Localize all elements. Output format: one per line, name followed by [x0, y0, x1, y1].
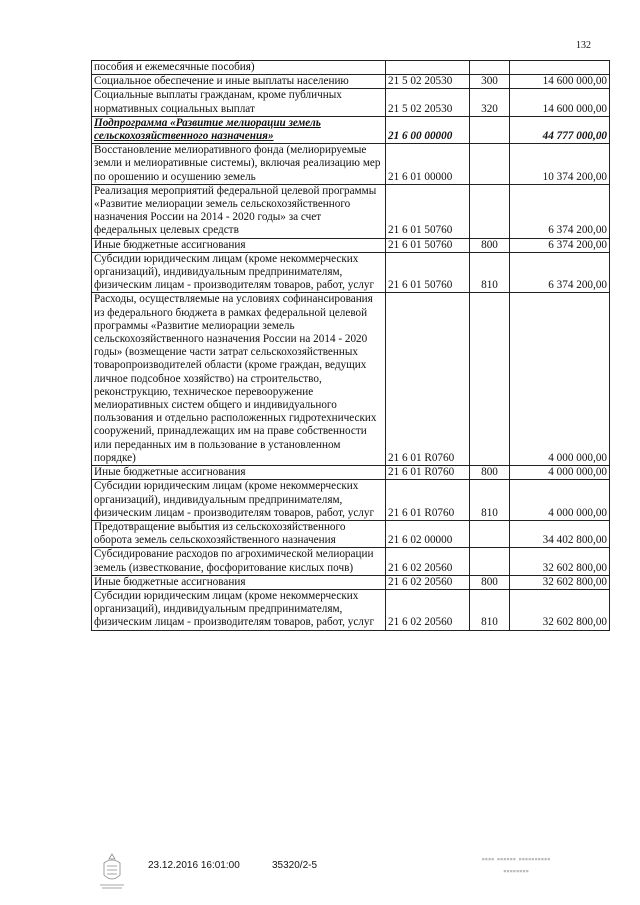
row-code: 21 6 02 00000: [386, 520, 470, 547]
row-amount: 6 374 200,00: [510, 238, 610, 252]
row-expense-type: [470, 293, 510, 466]
row-name: Реализация мероприятий федеральной целевой программы «Развитие мелиорации земель сельскохозяйственного назначения России на 2014 - 2020 годы» за счет федеральных целевых средств: [92, 184, 386, 238]
row-amount: 10 374 200,00: [510, 144, 610, 185]
table-row: [92, 238, 610, 252]
row-expense-type: 810: [470, 252, 510, 293]
row-expense-type: 810: [470, 480, 510, 521]
row-name: Расходы, осуществляемые на условиях софинансирования из федерального бюджета в рамках федеральной целевой программы «Развитие мелиорации земель сельскохозяйственного назначения России на 2014 - 2020 годы» (возмещение части затрат сельскохозяйственных товаропроизводителей области (кроме граждан, ведущих личное подсобное хозяйство) на строительство, реконструкцию, техническое перевооружение мелиоративных систем общего и индивидуального пользования и отдельно расположенных гидротехнических сооружений, принадлежащих им на праве собственности или переданных им в пользование в установленном порядке): [92, 293, 386, 466]
row-amount: 44 777 000,00: [510, 116, 610, 143]
row-expense-type: 300: [470, 75, 510, 89]
row-expense-type: [470, 61, 510, 75]
row-code: 21 6 01 R0760: [386, 293, 470, 466]
row-amount: 4 000 000,00: [510, 466, 610, 480]
table-row: [92, 520, 610, 547]
row-name: Восстановление мелиоративного фонда (мелиорируемые земли и мелиоративные системы), включая реализацию мер по орошению и осушению земель: [92, 144, 386, 185]
footer-watermark: ▪▪▪▪ ▪▪▪▪▪▪ ▪▪▪▪▪▪▪▪▪▪ ▪▪▪▪▪▪▪▪: [481, 854, 551, 876]
row-name: Субсидии юридическим лицам (кроме некоммерческих организаций), индивидуальным предпринимателям, физическим лицам - производителям товаров, работ, услуг: [92, 589, 386, 630]
row-expense-type: [470, 144, 510, 185]
row-expense-type: 800: [470, 575, 510, 589]
row-name: пособия и ежемесячные пособия): [92, 61, 386, 75]
row-amount: 14 600 000,00: [510, 75, 610, 89]
row-expense-type: [470, 116, 510, 143]
row-amount: 4 000 000,00: [510, 480, 610, 521]
row-expense-type: 320: [470, 89, 510, 116]
row-amount: 6 374 200,00: [510, 184, 610, 238]
row-code: 21 6 02 20560: [386, 575, 470, 589]
row-expense-type: 800: [470, 466, 510, 480]
row-expense-type: [470, 520, 510, 547]
row-amount: 32 602 800,00: [510, 589, 610, 630]
row-name: Иные бюджетные ассигнования: [92, 575, 386, 589]
row-amount: 32 602 800,00: [510, 575, 610, 589]
row-amount: 34 402 800,00: [510, 520, 610, 547]
row-name: Субсидирование расходов по агрохимической мелиорации земель (известкование, фосфоритование кислых почв): [92, 548, 386, 575]
row-expense-type: 810: [470, 589, 510, 630]
table-row: [92, 144, 610, 185]
row-expense-type: [470, 548, 510, 575]
row-code: 21 6 01 R0760: [386, 466, 470, 480]
footer-date: 23.12.2016 16:01:00: [148, 860, 240, 871]
row-amount: [510, 61, 610, 75]
table-row: [92, 184, 610, 238]
table-row: [92, 466, 610, 480]
row-expense-type: [470, 184, 510, 238]
page-number: 132: [576, 40, 591, 51]
table-row: [92, 252, 610, 293]
table-row: [92, 293, 610, 466]
table-row: [92, 89, 610, 116]
footer-doc-number: 35320/2-5: [272, 860, 318, 871]
table-row: [92, 480, 610, 521]
row-name: Предотвращение выбытия из сельскохозяйственного оборота земель сельскохозяйственного назначения: [92, 520, 386, 547]
row-code: 21 6 01 00000: [386, 144, 470, 185]
row-code: 21 6 02 20560: [386, 548, 470, 575]
row-code: 21 6 01 50760: [386, 252, 470, 293]
table-row: [92, 116, 610, 143]
budget-table: [91, 60, 610, 631]
row-amount: 14 600 000,00: [510, 89, 610, 116]
table-row: [92, 589, 610, 630]
row-code: 21 6 01 R0760: [386, 480, 470, 521]
row-code: 21 5 02 20530: [386, 75, 470, 89]
row-name: Подпрограмма «Развитие мелиорации земель сельскохозяйственного назначения»: [92, 116, 386, 143]
row-code: 21 6 01 50760: [386, 238, 470, 252]
row-name: Социальное обеспечение и иные выплаты населению: [92, 75, 386, 89]
row-expense-type: 800: [470, 238, 510, 252]
row-name: Субсидии юридическим лицам (кроме некоммерческих организаций), индивидуальным предпринимателям, физическим лицам - производителям товаров, работ, услуг: [92, 252, 386, 293]
row-code: 21 6 00 00000: [386, 116, 470, 143]
row-code: 21 5 02 20530: [386, 89, 470, 116]
table-row: [92, 575, 610, 589]
row-amount: 4 000 000,00: [510, 293, 610, 466]
emblem-icon: [95, 851, 129, 891]
row-name: Социальные выплаты гражданам, кроме публичных нормативных социальных выплат: [92, 89, 386, 116]
row-code: 21 6 02 20560: [386, 589, 470, 630]
table-row: [92, 75, 610, 89]
table-row: [92, 548, 610, 575]
row-name: Иные бюджетные ассигнования: [92, 238, 386, 252]
row-amount: 6 374 200,00: [510, 252, 610, 293]
table-row: [92, 61, 610, 75]
row-code: [386, 61, 470, 75]
row-name: Иные бюджетные ассигнования: [92, 466, 386, 480]
row-name: Субсидии юридическим лицам (кроме некоммерческих организаций), индивидуальным предпринимателям, физическим лицам - производителям товаров, работ, услуг: [92, 480, 386, 521]
row-code: 21 6 01 50760: [386, 184, 470, 238]
row-amount: 32 602 800,00: [510, 548, 610, 575]
